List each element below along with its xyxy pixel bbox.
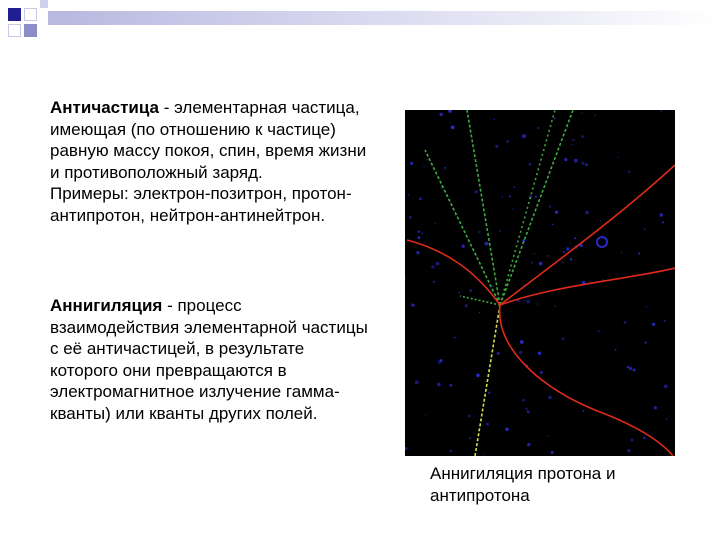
speckle-dot (409, 216, 412, 219)
speckle-dot (499, 230, 500, 231)
speckle-dot (574, 159, 578, 163)
speckle-dot (666, 418, 668, 420)
speckle-dot (564, 158, 567, 161)
speckle-dot (479, 312, 481, 314)
speckle-dot (644, 228, 646, 230)
speckle-dot (631, 439, 633, 441)
speckle-dot (493, 286, 494, 287)
speckle-dot (469, 289, 472, 292)
speckle-dot (416, 251, 419, 254)
speckle-dot (621, 252, 622, 253)
speckle-dot (660, 213, 664, 217)
speckle-dot (551, 451, 554, 454)
speckle-dot (513, 186, 515, 188)
speckle-dot (418, 231, 420, 233)
speckle-dot (433, 281, 435, 283)
antiparticle-definition (50, 97, 370, 226)
speckle-dot (485, 242, 489, 246)
speckle-dot (540, 371, 543, 374)
header-bar (48, 11, 720, 25)
speckle-dot (527, 410, 530, 413)
speckle-dot (465, 304, 468, 307)
speckle-dot (554, 117, 556, 119)
speckle-dot (431, 265, 434, 268)
speckle-dot (552, 224, 554, 226)
bubble-chamber-photo (405, 110, 675, 456)
speckle-dot (437, 383, 441, 387)
speckle-dot (585, 163, 588, 166)
speckle-dot (535, 196, 537, 198)
speckle-dot (497, 352, 500, 355)
speckle-dot (450, 450, 452, 452)
speckle-dot (411, 304, 414, 307)
speckle-dot (525, 408, 527, 410)
speckle-dot (440, 113, 443, 116)
speckle-dot (454, 337, 456, 339)
speckle-dot (415, 380, 419, 384)
speckle-dot (425, 414, 426, 415)
speckle-dot (451, 125, 455, 129)
speckle-dot (501, 196, 503, 198)
speckle-dot (531, 261, 533, 263)
speckle-dot (538, 352, 541, 355)
antiparticle-definition-text: - элементарная частица, имеющая (по отношению к частице) равную массу покоя, спин, время жизни и противоположный заряд. (50, 98, 367, 182)
speckle-dot (574, 237, 576, 239)
speckle-dot (624, 321, 627, 324)
speckle-dot (572, 139, 574, 141)
speckle-dot (664, 287, 665, 288)
speckle-dot (469, 437, 471, 439)
speckle-dot (594, 114, 596, 116)
speckle-dot (534, 253, 535, 254)
speckle-dot (505, 428, 508, 431)
speckle-dot (549, 205, 551, 207)
speckle-dot (512, 208, 513, 209)
speckle-dot (643, 437, 645, 439)
speckle-dot (563, 262, 564, 263)
speckle-dot (419, 198, 422, 201)
speckle-dot (418, 236, 421, 239)
speckle-dot (488, 392, 490, 394)
speckle-dot (462, 245, 465, 248)
speckle-dot (652, 323, 655, 326)
speckle-dot (569, 242, 570, 243)
speckle-dot (537, 303, 539, 305)
speckle-dot (627, 449, 630, 452)
speckle-dot (554, 305, 556, 307)
speckle-dot (664, 385, 668, 389)
speckle-dot (450, 384, 453, 387)
speckle-dot (598, 330, 600, 332)
speckle-dot (529, 163, 532, 166)
speckle-dot (615, 349, 617, 351)
speckle-dot (522, 134, 526, 138)
speckle-dot (509, 195, 511, 197)
speckle-dot (562, 337, 565, 340)
speckle-dot (537, 127, 539, 129)
speckle-dot (664, 320, 666, 322)
speckle-dot (498, 327, 499, 328)
speckle-dot (618, 157, 620, 159)
decor-square-4 (24, 24, 37, 37)
speckle-dot (638, 252, 640, 254)
speckle-dot (563, 251, 565, 253)
speckle-dot (476, 374, 480, 378)
speckle-dot (644, 341, 646, 343)
speckle-dot (486, 423, 489, 426)
speckle-dot (495, 145, 498, 148)
speckle-dot (646, 306, 647, 307)
speckle-dot (654, 406, 657, 409)
speckle-dot (520, 340, 524, 344)
decorative-header (0, 0, 720, 40)
speckle-dot (444, 167, 446, 169)
speckle-dot (582, 410, 584, 412)
speckle-dot (522, 399, 524, 401)
annihilation-tracks-image (405, 110, 675, 456)
decor-square-1 (8, 8, 21, 21)
speckle-dot (526, 300, 530, 304)
speckle-dot (662, 221, 664, 223)
speckle-dot (547, 255, 549, 257)
speckle-dot (581, 162, 584, 165)
antiparticle-term: Античастица (50, 98, 159, 117)
speckle-dot (627, 366, 630, 369)
speckle-dot (633, 369, 636, 372)
speckle-dot (423, 165, 424, 166)
speckle-dot (581, 112, 582, 113)
speckle-dot (629, 367, 632, 370)
speckle-dot (519, 351, 522, 354)
figure-caption: Аннигиляция протона и антипротона (430, 464, 616, 505)
speckle-dot (494, 119, 495, 120)
speckle-dot (450, 122, 451, 123)
speckle-dot (479, 231, 481, 233)
speckle-dot (524, 300, 525, 301)
antiparticle-examples: Примеры: электрон-позитрон, протон-антипротон, нейтрон-антинейтрон. (50, 184, 352, 225)
speckle-dot (410, 162, 413, 165)
speckle-dot (440, 359, 443, 362)
speckle-dot (527, 443, 531, 447)
annihilation-definition-text: - процесс взаимодействия элементарной частицы с её античастицей, в результате которого они превращаются в электромагнитное излучение гамма-кванты) или кванты других полей. (50, 296, 368, 423)
speckle-dot (458, 292, 460, 294)
decor-square-3 (8, 24, 21, 37)
speckle-dot (436, 262, 440, 266)
speckle-dot (570, 258, 572, 260)
speckle-dot (628, 171, 630, 173)
speckle-dot (468, 415, 471, 418)
speckle-dot (408, 194, 410, 196)
speckle-dot (435, 223, 436, 224)
speckle-dot (539, 262, 543, 266)
speckle-dot (572, 144, 573, 145)
speckle-dot (581, 135, 584, 138)
speckle-dot (426, 159, 428, 161)
annihilation-definition (50, 295, 370, 424)
speckle-dot (585, 211, 588, 214)
annihilation-term: Аннигиляция (50, 296, 163, 315)
speckle-dot (600, 220, 601, 221)
speckle-dot (506, 140, 509, 143)
decor-square-2 (24, 8, 37, 21)
speckle-dot (421, 232, 423, 234)
speckle-dot (566, 247, 569, 250)
speckle-dot (475, 190, 478, 193)
speckle-dot (555, 211, 558, 214)
speckle-dot (548, 396, 552, 400)
decor-square-5 (40, 0, 48, 8)
speckle-dot (547, 436, 548, 437)
